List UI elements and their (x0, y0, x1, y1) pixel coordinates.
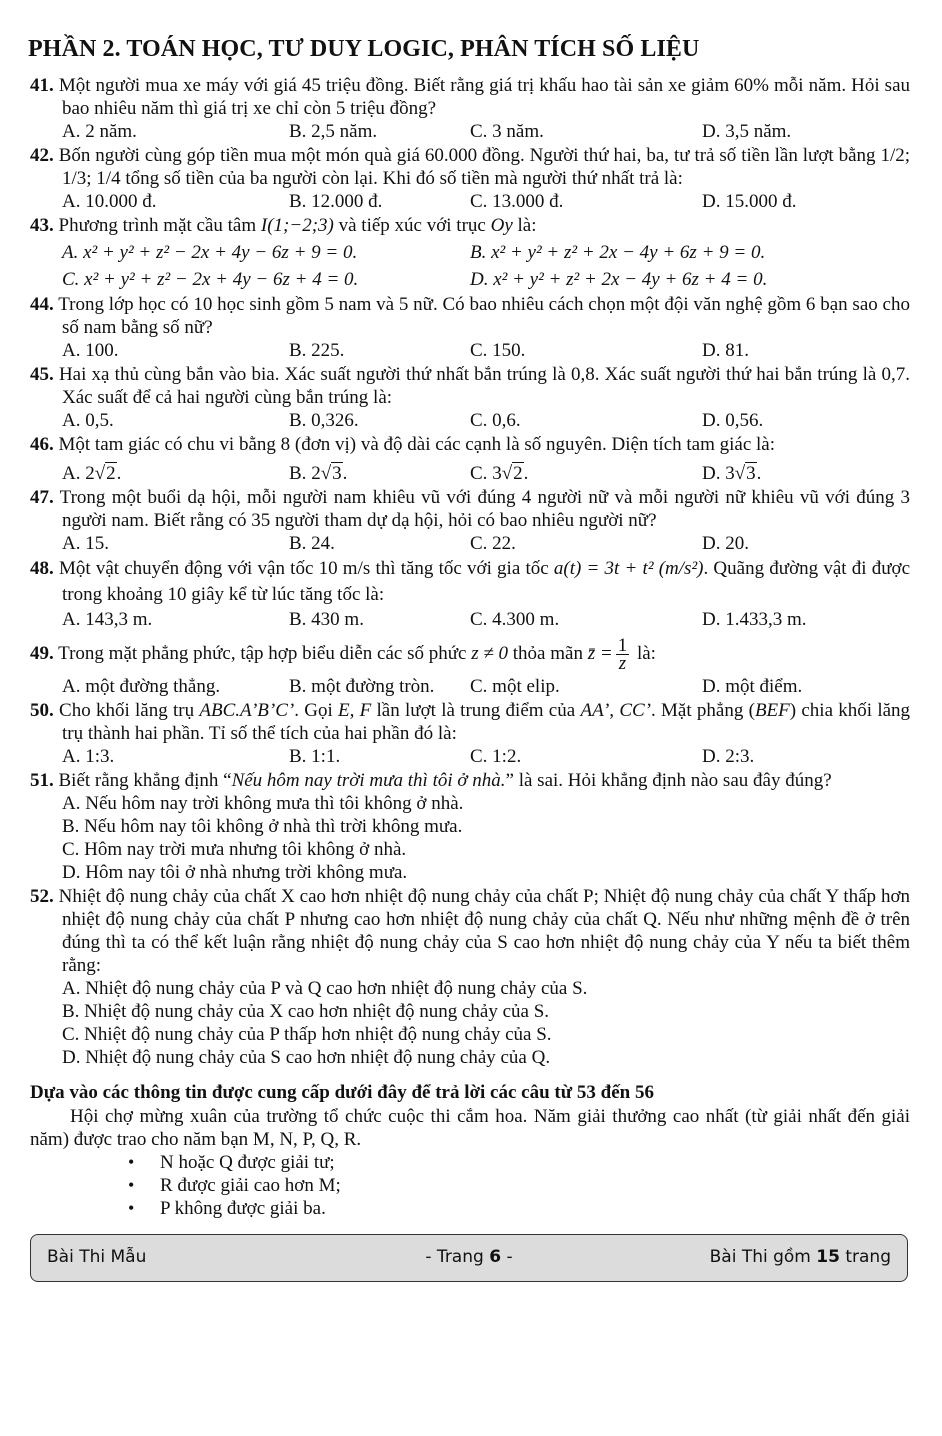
option-d: D. Nhiệt độ nung chảy của S cao hơn nhiệt độ nung chảy của Q. (62, 1047, 551, 1068)
option-b: B. 0,326. (289, 410, 359, 431)
question-text: Nhiệt độ nung chảy của chất X cao hơn nhiệt độ nung chảy của chất P; Nhiệt độ nung chảy của chất Y thấp hơn nhiệt độ nung chảy của chất P nhưng cao hơn nhiệt độ nung chảy của chất Q. Nếu như những mệnh đề ở trên đúng thì ta có thể kết luận rằng nhiệt độ nung chảy của S cao hơn nhiệt độ nung chảy của Y nếu ta biết thêm rằng: (58, 886, 910, 976)
option-d: D. Hôm nay tôi ở nhà nhưng trời không mưa. (62, 862, 408, 883)
question-51 (30, 769, 910, 884)
question-46 (30, 433, 910, 485)
statement: Nếu hôm nay trời mưa thì tôi ở nhà. (231, 770, 506, 791)
option-a: A. Nhiệt độ nung chảy của P và Q cao hơn nhiệt độ nung chảy của S. (62, 978, 588, 999)
option-a: A. Nếu hôm nay trời không mưa thì tôi không ở nhà. (62, 793, 464, 814)
option-label: B. (289, 463, 307, 484)
option-a: A. 15. (62, 533, 109, 554)
condition-item: • N hoặc Q được giải tư; (128, 1151, 912, 1174)
option-d: D. một điểm. (702, 676, 803, 697)
option-b: B. 24. (289, 533, 335, 554)
option-b: B. 225. (289, 340, 345, 361)
question-text: Hai xạ thủ cùng bắn vào bia. Xác suất người thứ nhất bắn trúng là 0,8. Xác suất người thứ hai bắn trúng là 0,7. Xác suất để cả hai người cùng bắn trúng là: (58, 364, 910, 408)
total-suffix: trang (839, 1247, 891, 1267)
question-text: Trong lớp học có 10 học sinh gồm 5 nam và 5 nữ. Có bao nhiêu cách chọn một đội văn nghệ gồm 6 bạn sao cho số nam bằng số nữ? (58, 294, 910, 338)
question-number: 48. (30, 558, 54, 579)
question-text: Biết rằng khẳng định “ (58, 770, 232, 791)
question-52 (30, 885, 910, 1069)
option-a: A. 2 năm. (62, 121, 137, 142)
question-text: ” là sai. Hỏi khẳng định nào sau đây đúng? (505, 770, 832, 791)
option-c: C. 3√2. (470, 463, 529, 484)
question-number: 42. (30, 145, 54, 166)
option-a: A. 0,5. (62, 410, 114, 431)
option-a: A. một đường thẳng. (62, 676, 221, 697)
question-text: Một vật chuyển động với vận tốc 10 m/s thì tăng tốc với gia tốc (58, 558, 549, 579)
question-42 (30, 144, 910, 213)
option-d: D. 81. (702, 340, 749, 361)
question-text: Một tam giác có chu vi bằng 8 (đơn vị) và độ dài các cạnh là số nguyên. Diện tích tam giác là: (58, 434, 776, 455)
prism-name: ABC.A’B’C’ (199, 700, 295, 721)
option-b: B. 2,5 năm. (289, 121, 378, 142)
question-number: 52. (30, 886, 54, 907)
option-d: D. 2:3. (702, 746, 755, 767)
option-c: C. Hôm nay trời mưa nhưng tôi không ở nhà. (62, 839, 407, 860)
question-text: ) chia khối lăng trụ thành hai phần. Tỉ số thể tích của hai phần đó là: (62, 700, 911, 744)
points-ef: E, F (338, 700, 372, 721)
numerator: 1 (617, 635, 628, 657)
page-footer (30, 1234, 908, 1282)
option-d: D. x² + y² + z² + 2x − 4y + 6z + 4 = 0. (470, 269, 768, 290)
acceleration-formula: a(t) = 3t + t² (m/s²) (553, 558, 704, 579)
fraction (616, 635, 630, 675)
condition-item: • P không được giải ba. (128, 1197, 912, 1220)
option-label: D. (702, 463, 721, 484)
question-text: là: (636, 643, 656, 664)
option-c: C. 1:2. (470, 746, 522, 767)
option-b: B. Nhiệt độ nung chảy của X cao hơn nhiệt độ nung chảy của S. (62, 1001, 550, 1022)
question-number: 46. (30, 434, 54, 455)
option-a: A. 100. (62, 340, 119, 361)
option-c: C. 3 năm. (470, 121, 544, 142)
question-number: 45. (30, 364, 54, 385)
question-text: Cho khối lăng trụ (59, 700, 195, 721)
radicand: 3 (332, 463, 342, 484)
question-text: lần lượt là trung điểm của (376, 700, 576, 721)
option-c: C. 22. (470, 533, 516, 554)
edges: AA’, CC’ (580, 700, 651, 721)
option-a: A. 1:3. (62, 746, 115, 767)
option-b: B. một đường tròn. (289, 676, 435, 697)
condition: z ≠ 0 (471, 643, 509, 664)
question-text: . Gọi (294, 700, 333, 721)
question-text: Trong một buổi dạ hội, mỗi người nam khiêu vũ với đúng 4 người nữ và mỗi người nữ khiêu vũ với đúng 3 người nam. Biết rằng có 35 người tham dự dạ hội, hỏi có bao nhiêu người nữ? (59, 487, 910, 531)
plane-name: BEF (754, 700, 790, 721)
condition-item: • R được giải cao hơn M; (128, 1174, 912, 1197)
condition-list (128, 1151, 912, 1220)
coefficient: 3 (725, 463, 735, 484)
radicand: 3 (746, 463, 756, 484)
radicand: 2 (513, 463, 523, 484)
option-d: D. 15.000 đ. (702, 191, 797, 212)
context-paragraph: Hội chợ mừng xuân của trường tổ chức cuộc thi cắm hoa. Năm giải thưởng cao nhất (từ giải nhất đến giải năm) được trao cho năm bạn M, N, P, Q, R. (30, 1106, 910, 1150)
question-number: 51. (30, 770, 54, 791)
option-a: A. x² + y² + z² − 2x + 4y − 6z + 9 = 0. (62, 242, 358, 263)
axis-name: Oy (490, 215, 513, 236)
question-number: 43. (30, 215, 54, 236)
option-c: C. một elip. (470, 676, 560, 697)
question-text: Bốn người cùng góp tiền mua một món quà giá 60.000 đồng. Người thứ hai, ba, tư trả số tiền lần lượt bằng 1/2; 1/3; 1/4 tổng số tiền của ba người còn lại. Khi đó số tiền mà người thứ nhất trả là: (58, 145, 911, 189)
option-d: D. 1.433,3 m. (702, 609, 807, 630)
option-a: A. 2√2. (62, 463, 122, 484)
option-c: C. 0,6. (470, 410, 521, 431)
question-number: 44. (30, 294, 54, 315)
radicand: 2 (106, 463, 116, 484)
question-text: . Mặt phẳng ( (651, 700, 755, 721)
option-b: B. 1:1. (289, 746, 341, 767)
option-c: C. Nhiệt độ nung chảy của P thấp hơn nhiệt độ nung chảy của S. (62, 1024, 552, 1045)
page-suffix: - (501, 1247, 513, 1267)
footer-total-pages (710, 1247, 891, 1267)
question-50 (30, 699, 910, 768)
option-b: B. 12.000 đ. (289, 191, 383, 212)
page-prefix: - Trang (425, 1247, 490, 1267)
coefficient: 2 (85, 463, 95, 484)
question-number: 41. (30, 75, 54, 96)
current-page: 6 (489, 1247, 502, 1267)
context-heading: Dựa vào các thông tin được cung cấp dưới đây để trả lời các câu từ 53 đến 56 (30, 1082, 654, 1103)
option-b: B. x² + y² + z² + 2x − 4y + 6z + 9 = 0. (470, 242, 766, 263)
section-title: PHẦN 2. TOÁN HỌC, TƯ DUY LOGIC, PHÂN TÍCH SỐ LIỆU (28, 36, 700, 62)
conjugate-z: z̄ = (587, 643, 613, 664)
question-number: 47. (30, 487, 54, 508)
option-d: D. 3√3. (702, 463, 762, 484)
question-text: là: (517, 215, 537, 236)
option-label: A. (62, 463, 81, 484)
total-pages: 15 (816, 1247, 840, 1267)
total-prefix: Bài Thi gồm (709, 1247, 817, 1267)
option-d: D. 20. (702, 533, 749, 554)
question-text: thỏa mãn (512, 643, 583, 664)
question-41 (30, 74, 910, 143)
question-number: 50. (30, 700, 54, 721)
question-text: Một người mua xe máy với giá 45 triệu đồng. Biết rằng giá trị khấu hao tài sản xe giảm 60% mỗi năm. Hỏi sau bao nhiêu năm thì giá trị xe chỉ còn 5 triệu đồng? (58, 75, 911, 119)
footer-exam-name: Bài Thi Mẫu (47, 1247, 147, 1267)
footer-page-number (425, 1247, 512, 1267)
question-text: . Quãng đường vật đi được trong khoảng 10 giây kể từ lúc tăng tốc là: (62, 558, 911, 605)
coefficient: 3 (492, 463, 502, 484)
option-a: A. 10.000 đ. (62, 191, 157, 212)
option-label: C. (470, 463, 488, 484)
question-48 (30, 556, 910, 631)
option-c: C. 150. (470, 340, 526, 361)
option-d: D. 0,56. (702, 410, 764, 431)
option-c: C. 13.000 đ. (470, 191, 564, 212)
question-text: và tiếp xúc với trục (338, 215, 486, 236)
question-44 (30, 293, 910, 362)
option-c: C. 4.300 m. (470, 609, 560, 630)
option-d: D. 3,5 năm. (702, 121, 792, 142)
question-49 (30, 635, 910, 698)
option-c: C. x² + y² + z² − 2x + 4y − 6z + 4 = 0. (62, 269, 359, 290)
question-45 (30, 363, 910, 432)
question-43 (30, 214, 910, 291)
option-b: B. 430 m. (289, 609, 364, 630)
option-a: A. 143,3 m. (62, 609, 153, 630)
question-47 (30, 486, 910, 555)
question-text: Trong mặt phẳng phức, tập hợp biểu diễn các số phức (58, 643, 467, 664)
denominator: z (618, 653, 627, 675)
coefficient: 2 (311, 463, 321, 484)
question-number: 49. (30, 643, 54, 664)
center-point: I(1;−2;3) (260, 215, 334, 236)
option-b: B. 2√3. (289, 463, 348, 484)
question-text: Phương trình mặt cầu tâm (58, 215, 257, 236)
option-b: B. Nếu hôm nay tôi không ở nhà thì trời không mưa. (62, 816, 463, 837)
